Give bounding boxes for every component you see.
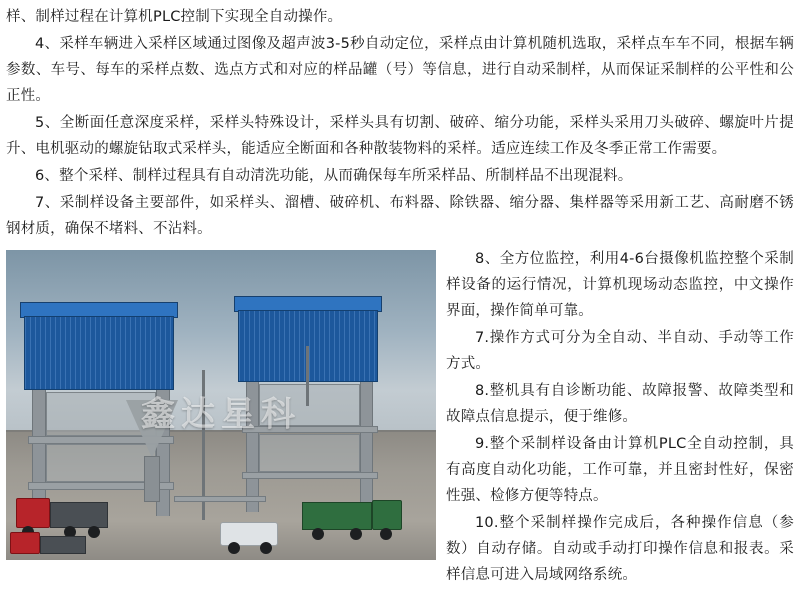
paragraph-item-8-monitoring: 8、全方位监控，利用4-6台摄像机监控整个采制样设备的运行情况，计算机现场动态监控，中文操作界面，操作简单可靠。 — [446, 251, 794, 319]
railing-beam — [174, 496, 266, 502]
paragraph-item-9-plc-control: 9.整个采制样设备由计算机PLC全自动控制，具有高度自动化功能，工作可靠，并且密封性好，保密性强、检修方便等特点。 — [446, 436, 794, 504]
sampling-station-photo — [6, 250, 436, 560]
paragraph-item-6: 6、整个采样、制样过程具有自动清洗功能，从而确保每车所采样品、所制样品不出现混料。 — [35, 168, 633, 184]
paragraph-item-8-diagnostics: 8.整机具有自诊断功能、故障报警、故障类型和故障点信息提示，便于维修。 — [446, 383, 794, 425]
lower-section — [6, 246, 794, 589]
paragraph-item-5: 5、全断面任意深度采样，采样头特殊设计，采样头具有切割、破碎、缩分功能，采样头采用刀头破碎、螺旋叶片提升、电机驱动的螺旋钻取式采样头，能适应全断面和各种散装物料的采样。适应连续工作及冬季正常工作需要。 — [6, 115, 794, 157]
car-wheel-2 — [260, 542, 272, 554]
cross-beam-4 — [242, 472, 378, 479]
truck-body-1 — [50, 502, 108, 528]
support-leg-4 — [360, 382, 373, 512]
paragraph-item-7: 7、采制样设备主要部件，如采样头、溜槽、破碎机、布料器、除铁器、缩分器、集样器等采用新工艺、高耐磨不锈钢材质，确保不堵料、不沾料。 — [6, 195, 794, 237]
car-wheel-1 — [228, 542, 240, 554]
truck-body-2 — [40, 536, 86, 554]
truck-wheel-5 — [350, 528, 362, 540]
mast-pole-right — [306, 346, 309, 406]
truck-wheel-3 — [88, 526, 100, 538]
side-text-block — [446, 246, 794, 589]
photo-watermark: 鑫达星科 — [141, 394, 301, 435]
paragraph-item-4: 4、采样车辆进入采样区域通过图像及超声波3-5秒自动定位，采样点由计算机随机选取，采样点车车不同，根据车辆参数、车号、每车的采样点数、选点方式和对应的样品罐（号）等信息，进行自动采制样，从而保证采制样的公平性和公正性。 — [6, 36, 794, 104]
truss-right-lower — [259, 434, 360, 472]
truck-wheel-4 — [312, 528, 324, 540]
paragraph-continuation: 样、制样过程在计算机PLC控制下实现全自动操作。 — [6, 9, 343, 25]
truck-cab-red-2 — [10, 532, 40, 554]
paragraph-item-7-operation-mode: 7.操作方式可分为全自动、半自动、手动等工作方式。 — [446, 330, 794, 372]
top-text-block — [6, 4, 794, 242]
paragraph-item-10-data-storage: 10.整个采制样操作完成后，各种操作信息（参数）自动存储。自动或手动打印操作信息和报表。采样信息可进入局域网络系统。 — [446, 515, 794, 583]
shed-left — [24, 316, 174, 390]
discharge-chute — [144, 456, 160, 502]
truck-wheel-6 — [380, 528, 392, 540]
truck-green-body — [302, 502, 372, 530]
truck-green-cab — [372, 500, 402, 530]
